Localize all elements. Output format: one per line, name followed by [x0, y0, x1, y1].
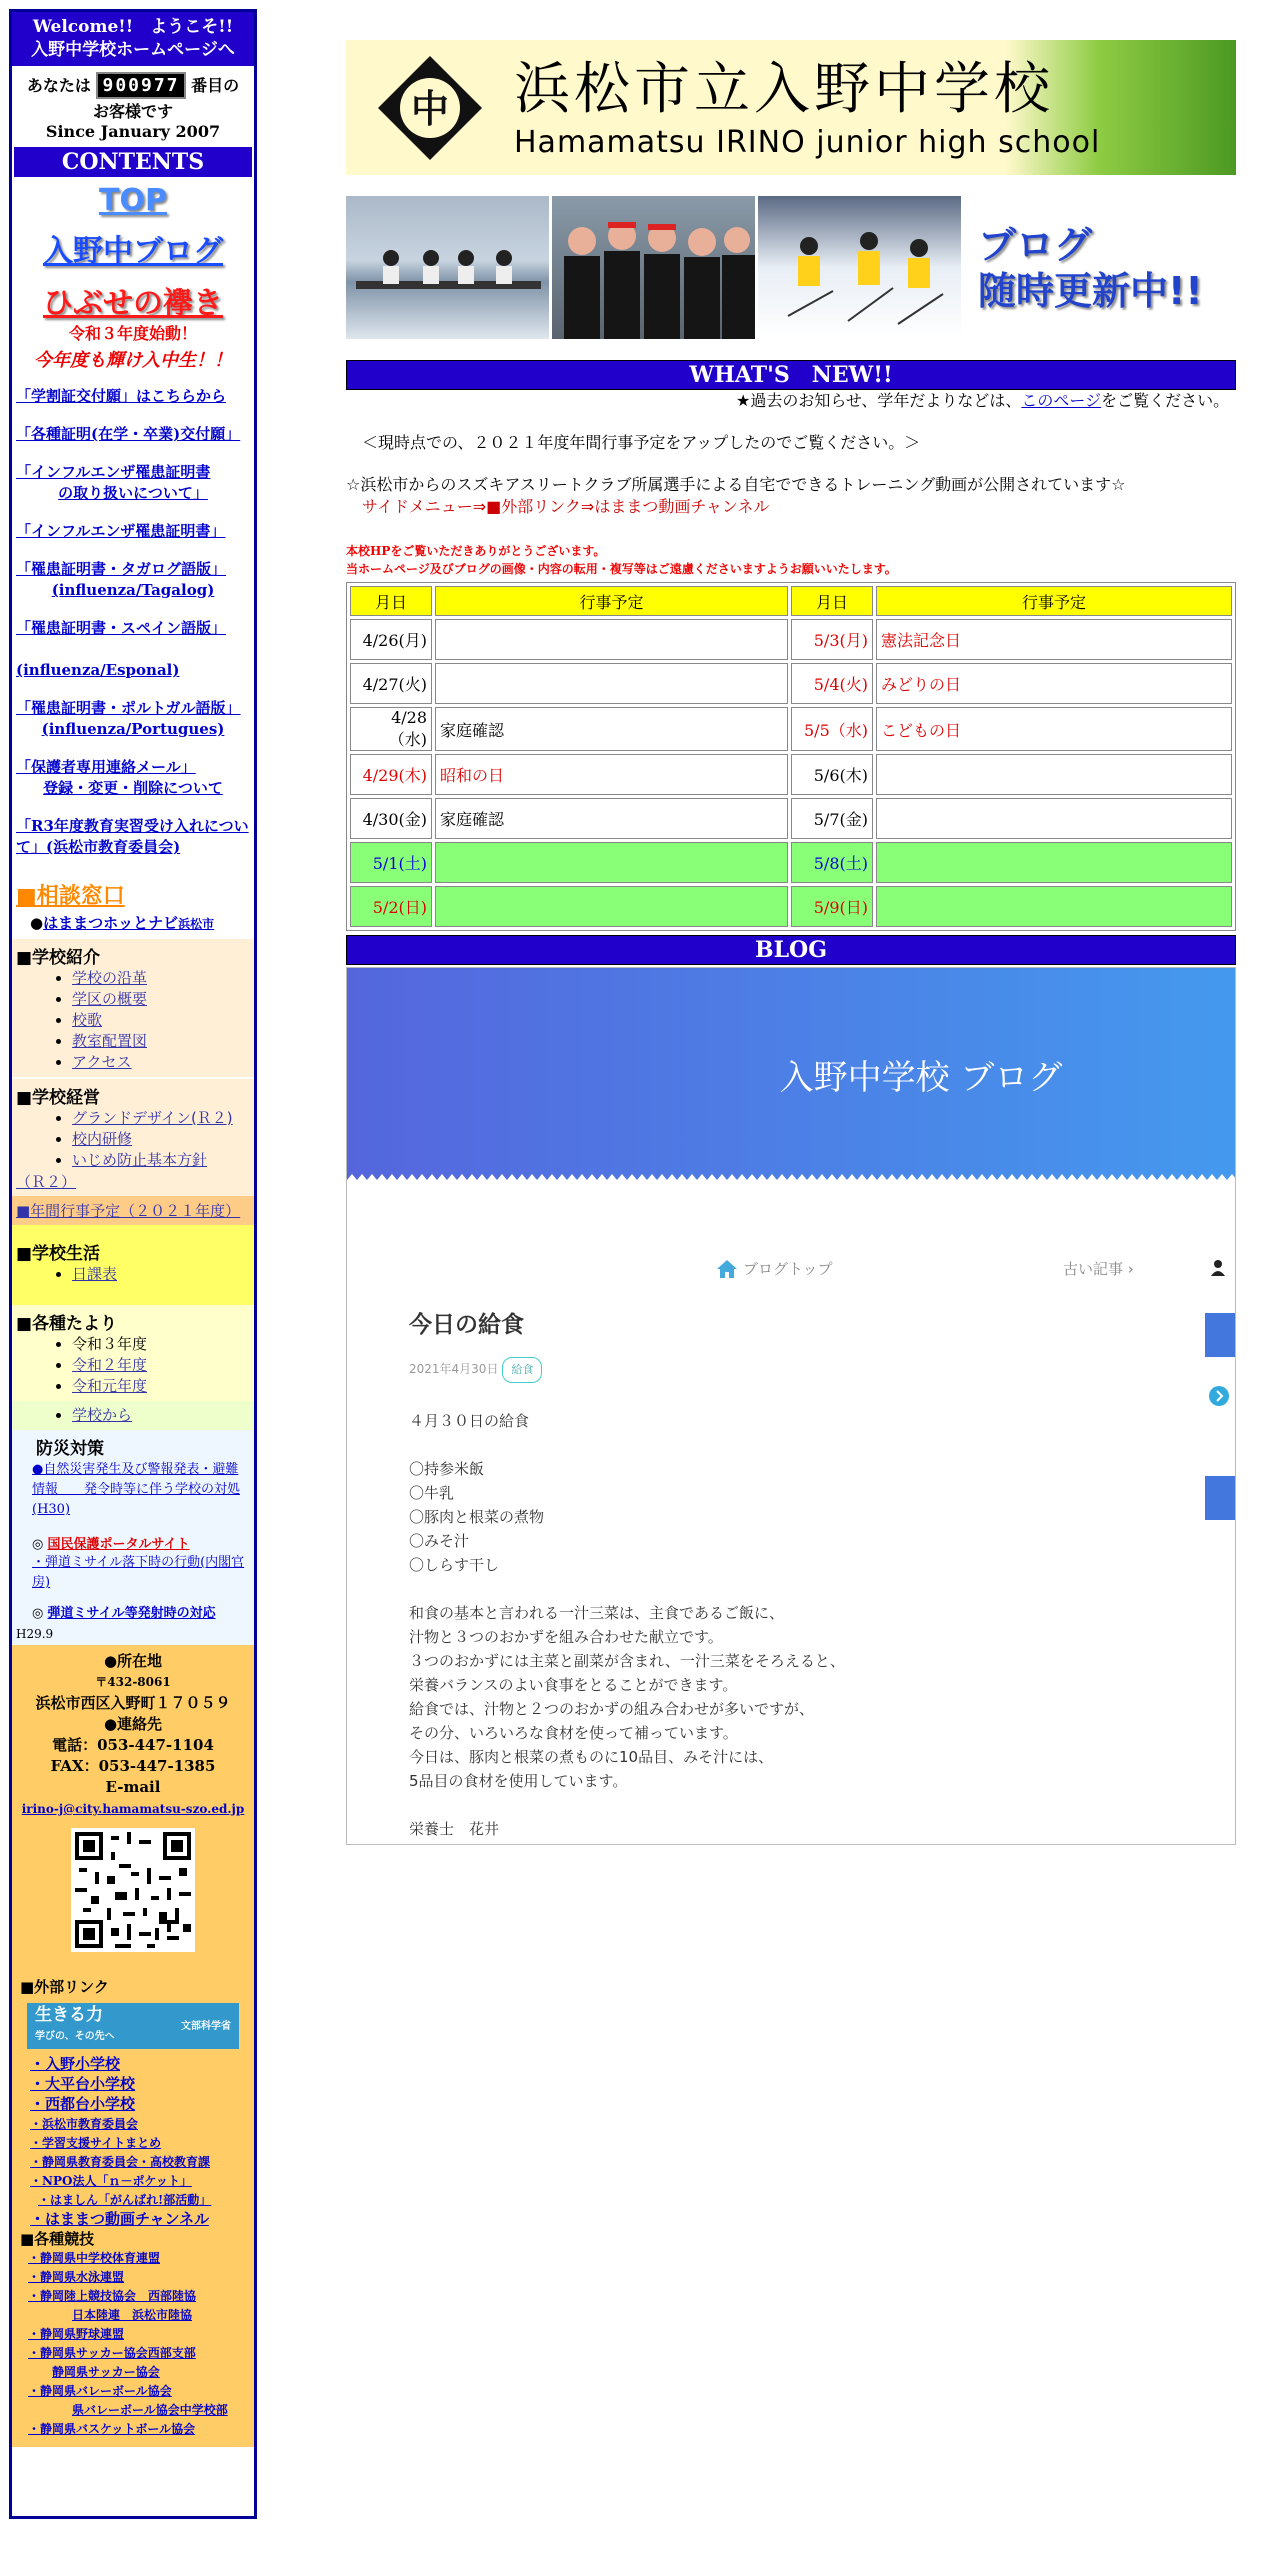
schedule-date-right: 5/6(木): [791, 754, 873, 795]
post-meta: [409, 1357, 1049, 1383]
fax: FAX：053-447-1385: [50, 1757, 216, 1775]
counter-suffix: 番目の: [191, 76, 240, 95]
counter-value: 900977: [96, 72, 185, 99]
schedule-date-left: 5/1(土): [350, 842, 432, 883]
schedule-row: [350, 798, 1232, 839]
post-body: [409, 1409, 1049, 1841]
intro-access[interactable]: アクセス: [72, 1053, 132, 1071]
schedule-row: [350, 619, 1232, 660]
qr-code: [71, 1828, 195, 1952]
schedule-date-right: 5/4(火): [791, 663, 873, 704]
blog-home-link[interactable]: ブログトップ: [717, 1258, 833, 1279]
bousai-date: H29.9: [16, 1627, 54, 1641]
schedule-event-right: [876, 754, 1232, 795]
schedule-row: [350, 842, 1232, 883]
intro-song[interactable]: 校歌: [72, 1011, 103, 1029]
annual-section: [12, 1196, 254, 1225]
counter-prefix: あなたは: [26, 76, 91, 95]
sports-swimming[interactable]: ・静岡県水泳連盟: [28, 2270, 125, 2284]
blog-post: [409, 1313, 1049, 1841]
school-life-title: ■学校生活: [16, 1244, 101, 1264]
schedule-event-right: みどりの日: [876, 663, 1232, 704]
banner-subtitle: Hamamatsu IRINO junior high school: [514, 125, 1101, 160]
zip-code: 〒432-8061: [95, 1675, 171, 1689]
cheering-photo: [552, 196, 755, 339]
news-past: ★過去のお知らせ、学年だよりなどは、このページをご覧ください。: [736, 391, 1230, 410]
external-title: ■外部リンク: [20, 1978, 109, 1996]
blog-side-button-1[interactable]: [1205, 1313, 1235, 1357]
post-line: 汁物と３つのおかずを組み合わせた献立です。: [409, 1628, 723, 1646]
mgmt-bullying-policy[interactable]: いじめ防止基本方針: [72, 1151, 208, 1169]
banner-title: 浜松市立入野中学校: [514, 57, 1054, 122]
school-banner: [346, 40, 1236, 175]
sidebar: [9, 9, 257, 2519]
link-flu-portuguese[interactable]: 「罹患証明書・ポルトガル語版」 (influenza/Portugues): [16, 699, 241, 738]
sports-soccer[interactable]: 静岡県サッカー協会: [52, 2365, 160, 2379]
hotnavi-city-link[interactable]: 浜松市: [178, 917, 215, 931]
schedule-event-left: [435, 663, 788, 704]
schedule-event-right: [876, 798, 1232, 839]
top-link[interactable]: TOP: [99, 183, 167, 218]
hotnavi: ●はままつホッとナビ浜松市: [30, 914, 215, 932]
counter-line2: お客様です: [92, 102, 173, 121]
schedule-date-left: 4/30(金): [350, 798, 432, 839]
school-mgmt-section: [12, 1077, 254, 1196]
post-line: 栄養士 花井: [409, 1820, 500, 1838]
welcome-line2: 入野中学校ホームページへ: [31, 40, 235, 60]
ext-shizuoka-board[interactable]: ・静岡県教育委員会・高校教育課: [30, 2155, 211, 2169]
col-date1: 月日: [350, 586, 432, 616]
whatsnew-heading: WHAT'S NEW!!: [346, 360, 1236, 390]
post-line: [409, 1577, 1049, 1601]
blog-side-button-2[interactable]: [1205, 1476, 1235, 1520]
news-training-path: サイドメニュー⇒■外部リンク⇒はままつ動画チャンネル: [362, 497, 770, 516]
schedule-event-left: 家庭確認: [435, 798, 788, 839]
schedule-date-right: 5/5（水): [791, 707, 873, 751]
letters-title: ■各種たより: [16, 1314, 118, 1334]
schedule-event-left: [435, 619, 788, 660]
visitor-counter: [12, 66, 254, 147]
schedule-event-right: [876, 842, 1232, 883]
post-line: ３つのおかずには主菜と副菜が含まれ、一汁三菜をそろえると、: [409, 1652, 845, 1670]
post-line: 〇持参米飯: [409, 1460, 485, 1478]
post-date: 2021年4月30日: [409, 1362, 499, 1376]
ext-irino-elem[interactable]: ・入野小学校: [30, 2055, 121, 2073]
email-label: E-mail: [105, 1778, 161, 1796]
warning-line1: 本校HPをご覧いただきありがとうございます。: [346, 544, 606, 558]
intro-classroom-map[interactable]: 教室配置図: [72, 1032, 148, 1050]
news-annual: ＜現時点での、２０２１年度年間行事予定をアップしたのでご覧ください。＞: [362, 433, 921, 452]
letters-section: [12, 1305, 254, 1401]
contact-section: [12, 1645, 254, 1964]
home-icon: [717, 1260, 737, 1278]
schedule-date-right: 5/9(日): [791, 886, 873, 927]
ikiru-sub: 学びの、その先へ: [35, 2031, 115, 2042]
school-emblem-char: 中: [410, 86, 450, 131]
post-line: ４月３０日の給食: [409, 1412, 530, 1430]
main-content: [346, 40, 1236, 1845]
news-training: ☆浜松市からのスズキアスリートクラブ所属選手による自宅でできるトレーニング動画が公開されています☆: [346, 475, 1126, 494]
link-gakuwari[interactable]: 「学割証交付願」はこちらから: [16, 387, 227, 405]
link-flu-tagalog[interactable]: 「罹患証明書・タガログ語版」 (influenza/Tagalog): [16, 560, 227, 599]
post-line: 〇しらす干し: [409, 1556, 500, 1574]
post-line: [409, 1433, 1049, 1457]
blog-heading: BLOG: [346, 935, 1236, 965]
bousai-missile-response-link[interactable]: 弾道ミサイル等発射時の対応: [47, 1606, 216, 1621]
letters-r3: 令和３年度: [72, 1335, 148, 1353]
address-label: ●所在地: [103, 1652, 163, 1670]
schedule-date-right: 5/7(金): [791, 798, 873, 839]
address: 浜松市西区入野町１７０５９: [35, 1694, 231, 1712]
link-certificate[interactable]: 「各種証明(在学・卒業)交付願」: [16, 425, 241, 443]
link-flu-handling[interactable]: 「インフルエンザ罹患証明書 の取り扱いについて」: [16, 463, 211, 502]
schedule-date-left: 4/27(火): [350, 663, 432, 704]
link-flu-spanish[interactable]: 「罹患証明書・スペイン語版」 (influenza/Esponal): [16, 619, 227, 679]
ikiru-right: 文部科学省: [181, 2020, 231, 2032]
note-line1: 令和３年度始動！: [68, 324, 197, 343]
ext-saitodai-elem[interactable]: ・西都台小学校: [30, 2095, 136, 2113]
news-section: [346, 390, 1236, 518]
blog-embed: [346, 967, 1236, 1845]
schedule-event-right: [876, 886, 1232, 927]
blog-update-line1: ブログ: [978, 222, 1093, 267]
sports-chutairen[interactable]: ・静岡県中学校体育連盟: [28, 2251, 161, 2265]
welcome-header: [12, 12, 254, 66]
post-line: 〇豚肉と根菜の煮物: [409, 1508, 545, 1526]
schedule-body: [350, 619, 1232, 927]
mgmt-training[interactable]: 校内研修: [72, 1130, 133, 1148]
ikiru-text: 生きる力: [35, 2005, 103, 2025]
annual-schedule-link[interactable]: ■年間行事予定（２０２１年度）: [16, 1202, 241, 1220]
copyright-warning: [346, 542, 1236, 578]
user-icon: [1211, 1260, 1225, 1276]
post-tag[interactable]: 給食: [502, 1357, 542, 1383]
photo-strip: [346, 195, 1236, 340]
ext-ohiradai-elem[interactable]: ・大平台小学校: [30, 2075, 136, 2093]
bousai-disaster-link[interactable]: ●自然災害発生及び警報発表・避難情報 発令時等に伴う学校の対処(H30): [32, 1462, 241, 1517]
bousai-missile-action-link[interactable]: ・弾道ミサイル落下時の行動(内閣官房): [32, 1555, 245, 1590]
contents-title: CONTENTS: [14, 147, 252, 177]
intro-history[interactable]: 学校の沿革: [72, 969, 148, 987]
soudan-heading[interactable]: ■相談窓口: [16, 883, 125, 909]
blog-hero: [347, 968, 1235, 1180]
ext-hamamatsu-board[interactable]: ・浜松市教育委員会: [30, 2117, 139, 2131]
skiing-photo: [758, 196, 961, 339]
warning-line2: 当ホームページ及びブログの画像・内容の転用・複写等はご遠慮くださいますようお願いいたします。: [346, 562, 897, 576]
post-line: 栄養バランスのよい食事をとることができます。: [409, 1676, 738, 1694]
bousai-title: 防災対策: [36, 1439, 104, 1459]
schedule-date-left: 4/29(木): [350, 754, 432, 795]
post-line: その分、いろいろな食材を使って補っています。: [409, 1724, 738, 1742]
school-intro-title: ■学校紹介: [16, 948, 101, 968]
post-line: 和食の基本と言われる一汁三菜は、主食であるご飯に、: [409, 1604, 785, 1622]
schedule-event-right: 憲法記念日: [876, 619, 1232, 660]
email-link[interactable]: irino-j@city.hamamatsu-szo.ed.jp: [21, 1802, 245, 1816]
since-label: Since January 2007: [45, 122, 221, 141]
schedule-event-left: [435, 886, 788, 927]
school-intro-section: [12, 939, 254, 1077]
life-timetable[interactable]: 日課表: [72, 1265, 118, 1283]
link-teaching-practice[interactable]: 「R3年度教育実習受け入れについて」(浜松市教育委員会): [16, 817, 249, 856]
rowing-photo: [346, 196, 549, 339]
schedule-row: [350, 707, 1232, 751]
schedule-date-left: 4/28（水): [350, 707, 432, 751]
school-mgmt-title: ■学校経営: [16, 1088, 101, 1108]
schedule-date-left: 5/2(日): [350, 886, 432, 927]
blog-update-banner[interactable]: [978, 222, 1203, 314]
mgmt-grand-design[interactable]: グランドデザイン(Ｒ２): [72, 1109, 233, 1127]
schedule-date-right: 5/3(月): [791, 619, 873, 660]
welcome-line1: Welcome!! ようこそ!!: [32, 17, 234, 37]
post-line: 5品目の食材を使用しています。: [409, 1772, 628, 1790]
schedule-event-right: こどもの日: [876, 707, 1232, 751]
arrow-circle-icon[interactable]: [1209, 1386, 1229, 1406]
ext-hamashin[interactable]: ・はましん「がんばれ!部活動」: [38, 2193, 212, 2207]
post-title[interactable]: 今日の給食: [409, 1312, 524, 1338]
ext-study-support[interactable]: ・学習支援サイトまとめ: [30, 2136, 162, 2150]
sports-basketball[interactable]: ・静岡県バスケットボール協会: [28, 2422, 196, 2436]
schedule-row: [350, 886, 1232, 927]
from-school-section: [12, 1401, 254, 1430]
school-emblem-icon: [370, 48, 490, 168]
bousai-section: 防災対策 ●自然災害発生及び警報発表・避難情報 発令時等に伴う学校の対処(H30) ◎ 国民保護ポータルサイト ・弾道ミサイル落下時の行動(内閣官房) ◎ 弾道ミサイル等発射時の対応 H29.9: [12, 1430, 254, 1645]
hotnavi-link[interactable]: はままつホッとナビ: [43, 914, 179, 932]
post-line: 〇みそ汁: [409, 1532, 470, 1550]
ext-n-pocket[interactable]: ・NPO法人「ｎ－ポケット」: [30, 2174, 192, 2188]
letters-r1[interactable]: 令和元年度: [72, 1377, 148, 1395]
sidebar-links: [12, 372, 254, 858]
sports-title: ■各種競技: [20, 2230, 95, 2248]
hibuse-link[interactable]: ひぶせの襷き: [43, 286, 223, 321]
intro-district[interactable]: 学区の概要: [72, 990, 148, 1008]
schedule-date-right: 5/8(土): [791, 842, 873, 883]
schedule-table: [346, 582, 1236, 931]
sports-volleyball[interactable]: ・静岡県バレーボール協会: [28, 2384, 172, 2398]
bousai-portal-link[interactable]: 国民保護ポータルサイト: [47, 1537, 190, 1552]
blog-link[interactable]: 入野中ブログ: [43, 234, 223, 269]
blog-hero-zigzag: [347, 1174, 1236, 1186]
post-line: 今日は、豚肉と根菜の煮ものに10品目、みそ汁には、: [409, 1748, 774, 1766]
post-line: [409, 1793, 1049, 1817]
schedule-row: [350, 754, 1232, 795]
past-news-link[interactable]: このページ: [1021, 391, 1102, 410]
from-school-link[interactable]: 学校から: [72, 1406, 133, 1424]
note-line2: 今年度も輝け入中生！！: [34, 350, 232, 371]
schedule-event-left: 昭和の日: [435, 754, 788, 795]
post-line: 〇牛乳: [409, 1484, 455, 1502]
col-event2: 行事予定: [876, 586, 1232, 616]
link-flu-cert[interactable]: 「インフルエンザ罹患証明書」: [16, 522, 226, 540]
sports-athletics[interactable]: ・静岡陸上競技協会 西部陸協: [28, 2289, 197, 2303]
schedule-row: [350, 663, 1232, 704]
link-parent-mail[interactable]: 「保護者専用連絡メール」 登録・変更・削除について: [16, 758, 223, 797]
contact-label: ●連絡先: [103, 1715, 163, 1733]
sports-soccer-west[interactable]: ・静岡県サッカー協会西部支部: [28, 2346, 196, 2360]
schedule-event-left: 家庭確認: [435, 707, 788, 751]
ikiru-banner[interactable]: [27, 2003, 239, 2049]
schedule-date-left: 4/26(月): [350, 619, 432, 660]
tel: 電話：053-447-1104: [52, 1736, 214, 1754]
sports-athletics-jaaf[interactable]: 日本陸連 浜松市陸協: [72, 2308, 193, 2322]
school-life-section: [12, 1225, 254, 1305]
blog-older-link[interactable]: 古い記事 ›: [1063, 1260, 1134, 1278]
blog-hero-title: 入野中学校 ブログ: [779, 1057, 1063, 1098]
ext-video-channel[interactable]: ・はままつ動画チャンネル: [30, 2210, 210, 2228]
col-event1: 行事予定: [435, 586, 788, 616]
external-links-section: [12, 1964, 254, 2447]
letters-r2[interactable]: 令和２年度: [72, 1356, 148, 1374]
mgmt-bullying-year[interactable]: （Ｒ２）: [16, 1173, 77, 1191]
sports-baseball[interactable]: ・静岡県野球連盟: [28, 2327, 125, 2341]
post-line: 給食では、汁物と２つのおかずの組み合わせが多いですが、: [409, 1700, 815, 1718]
schedule-event-left: [435, 842, 788, 883]
col-date2: 月日: [791, 586, 873, 616]
blog-update-line2: 随時更新中!!: [978, 268, 1203, 313]
sports-volleyball-jh[interactable]: 県バレーボール協会中学校部: [72, 2403, 228, 2417]
